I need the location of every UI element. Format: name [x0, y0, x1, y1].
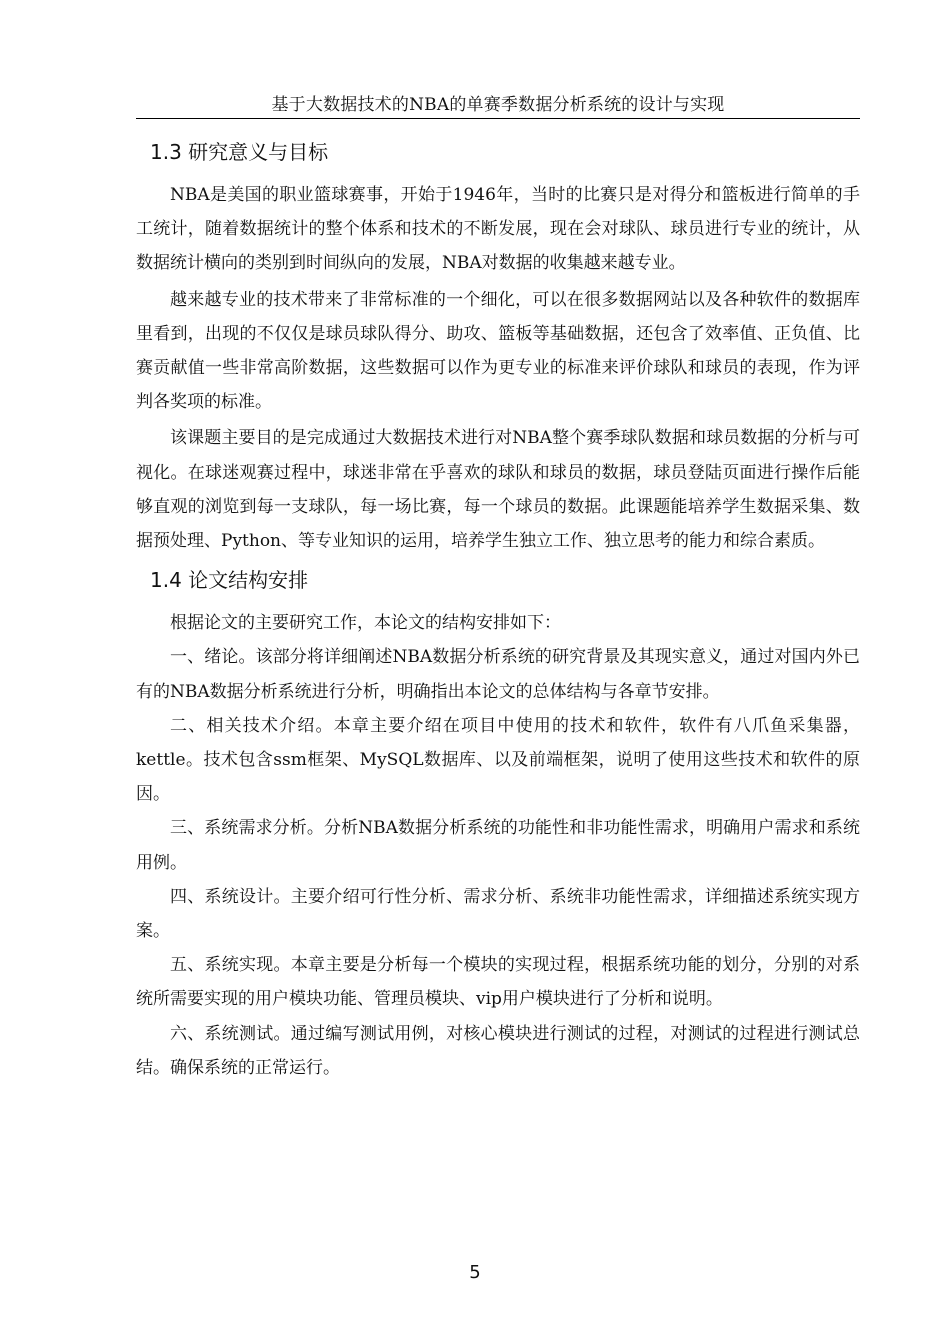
- paragraph: 三、系统需求分析。分析NBA数据分析系统的功能性和非功能性需求，明确用户需求和系统用例。: [136, 818, 860, 873]
- paragraph: 一、绪论。该部分将详细阐述NBA数据分析系统的研究背景及其现实意义，通过对国内外已有的NBA数据分析系统进行分析，明确指出本论文的总体结构与各章节安排。: [136, 647, 860, 702]
- paragraph: 根据论文的主要研究工作，本论文的结构安排如下：: [170, 613, 561, 634]
- paragraph: 五、系统实现。本章主要是分析每一个模块的实现过程，根据系统功能的划分，分别的对系统所需要实现的用户模块功能、管理员模块、vip用户模块进行了分析和说明。: [136, 955, 860, 1010]
- paragraph: 该课题主要目的是完成通过大数据技术进行对NBA整个赛季球队数据和球员数据的分析与可视化。在球迷观赛过程中，球迷非常在乎喜欢的球队和球员的数据，球员登陆页面进行操作后能够直观的浏览到每一支球队，每一场比赛，每一个球员的数据。此课题能培养学生数据采集、数据预处理、Python、等专业知识的运用，培养学生独立工作、独立思考的能力和综合素质。: [136, 428, 860, 552]
- section-heading-1-3: 1.3 研究意义与目标: [150, 140, 329, 164]
- header-rule: [136, 118, 860, 119]
- paragraph: NBA是美国的职业篮球赛事，开始于1946年，当时的比赛只是对得分和篮板进行简单的手工统计，随着数据统计的整个体系和技术的不断发展，现在会对球队、球员进行专业的统计，从数据统计横向的类别到时间纵向的发展，NBA对数据的收集越来越专业。: [136, 185, 860, 274]
- paragraph: 二、相关技术介绍。本章主要介绍在项目中使用的技术和软件，软件有八爪鱼采集器，kettle。技术包含ssm框架、MySQL数据库、以及前端框架，说明了使用这些技术和软件的原因。: [136, 715, 860, 805]
- paragraph: 四、系统设计。主要介绍可行性分析、需求分析、系统非功能性需求，详细描述系统实现方案。: [136, 886, 860, 942]
- section-heading-1-4: 1.4 论文结构安排: [150, 568, 309, 593]
- body-content: [136, 136, 860, 1085]
- paragraph: 六、系统测试。通过编写测试用例，对核心模块进行测试的过程，对测试的过程进行测试总结。确保系统的正常运行。: [136, 1023, 860, 1078]
- running-header: 基于大数据技术的NBA的单赛季数据分析系统的设计与实现: [271, 95, 725, 115]
- paragraph: 越来越专业的技术带来了非常标准的一个细化，可以在很多数据网站以及各种软件的数据库里看到，出现的不仅仅是球员球队得分、助攻、篮板等基础数据，还包含了效率值、正负值、比赛贡献值一些非常高阶数据，这些数据可以作为更专业的标准来评价球队和球员的表现，作为评判各奖项的标准。: [136, 289, 860, 413]
- page-number: 5: [469, 1262, 481, 1283]
